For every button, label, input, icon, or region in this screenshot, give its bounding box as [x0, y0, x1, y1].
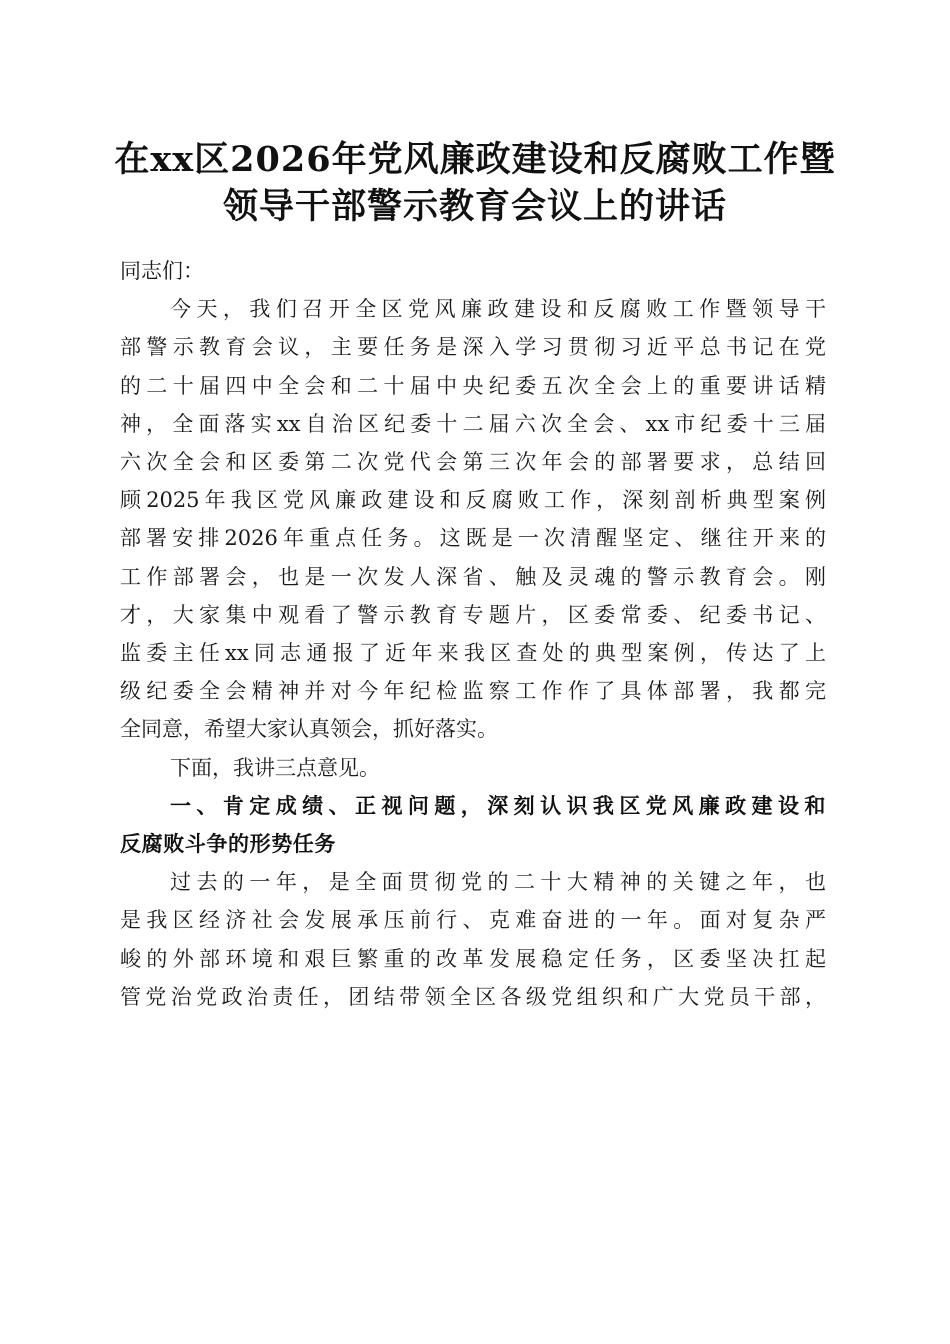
- paragraph-line: 顾2025年我区党风廉政建设和反腐败工作，深刻剖析典型案例: [120, 488, 826, 513]
- section-heading-1: [120, 787, 826, 863]
- paragraph-intro: [120, 290, 826, 748]
- paragraph-line: 部警示教育会议，主要任务是深入学习贯彻习近平总书记在党: [120, 335, 826, 360]
- paragraph-line: 是我区经济社会发展承压前行、克难奋进的一年。面对复杂严: [120, 908, 826, 933]
- paragraph-line: 才，大家集中观看了警示教育专题片，区委常委、纪委书记、: [120, 602, 826, 627]
- salutation: 同志们：: [120, 259, 204, 283]
- paragraph-line: 全同意，希望大家认真领会，抓好落实。: [120, 717, 498, 742]
- title-line: 领导干部警示教育会议上的讲话: [222, 186, 727, 227]
- paragraph-line: 的二十届四中全会和二十届中央纪委五次全会上的重要讲话精: [120, 373, 826, 398]
- document-title: [100, 136, 850, 230]
- paragraph-line: 神，全面落实xx自治区纪委十二届六次全会、xx市纪委十三届: [120, 411, 826, 436]
- paragraph-line: 过去的一年，是全面贯彻党的二十大精神的关键之年，也: [170, 870, 826, 895]
- paragraph-line: 今天，我们召开全区党风廉政建设和反腐败工作暨领导干: [170, 297, 826, 322]
- paragraph-line: 级纪委全会精神并对今年纪检监察工作作了具体部署，我都完: [120, 679, 826, 704]
- document-body: [120, 252, 826, 1016]
- paragraph-review: [120, 863, 826, 1016]
- heading-line: 一、肯定成绩、正视问题，深刻认识我区党风廉政建设和: [170, 793, 826, 818]
- paragraph-transition: 下面，我讲三点意见。: [170, 755, 380, 780]
- heading-line: 反腐败斗争的形势任务: [120, 832, 336, 857]
- paragraph-line: 六次全会和区委第二次党代会第三次年会的部署要求，总结回: [120, 450, 826, 475]
- paragraph-line: 监委主任xx同志通报了近年来我区查处的典型案例，传达了上: [120, 641, 826, 666]
- paragraph-line: 峻的外部环境和艰巨繁重的改革发展稳定任务，区委坚决扛起: [120, 946, 826, 971]
- paragraph-line: 管党治党政治责任，团结带领全区各级党组织和广大党员干部，: [120, 984, 826, 1009]
- paragraph-line: 工作部署会，也是一次发人深省、触及灵魂的警示教育会。刚: [120, 564, 826, 589]
- title-line: 在xx区2026年党风廉政建设和反腐败工作暨: [114, 139, 836, 180]
- paragraph-line: 部署安排2026年重点任务。这既是一次清醒坚定、继往开来的: [120, 526, 826, 551]
